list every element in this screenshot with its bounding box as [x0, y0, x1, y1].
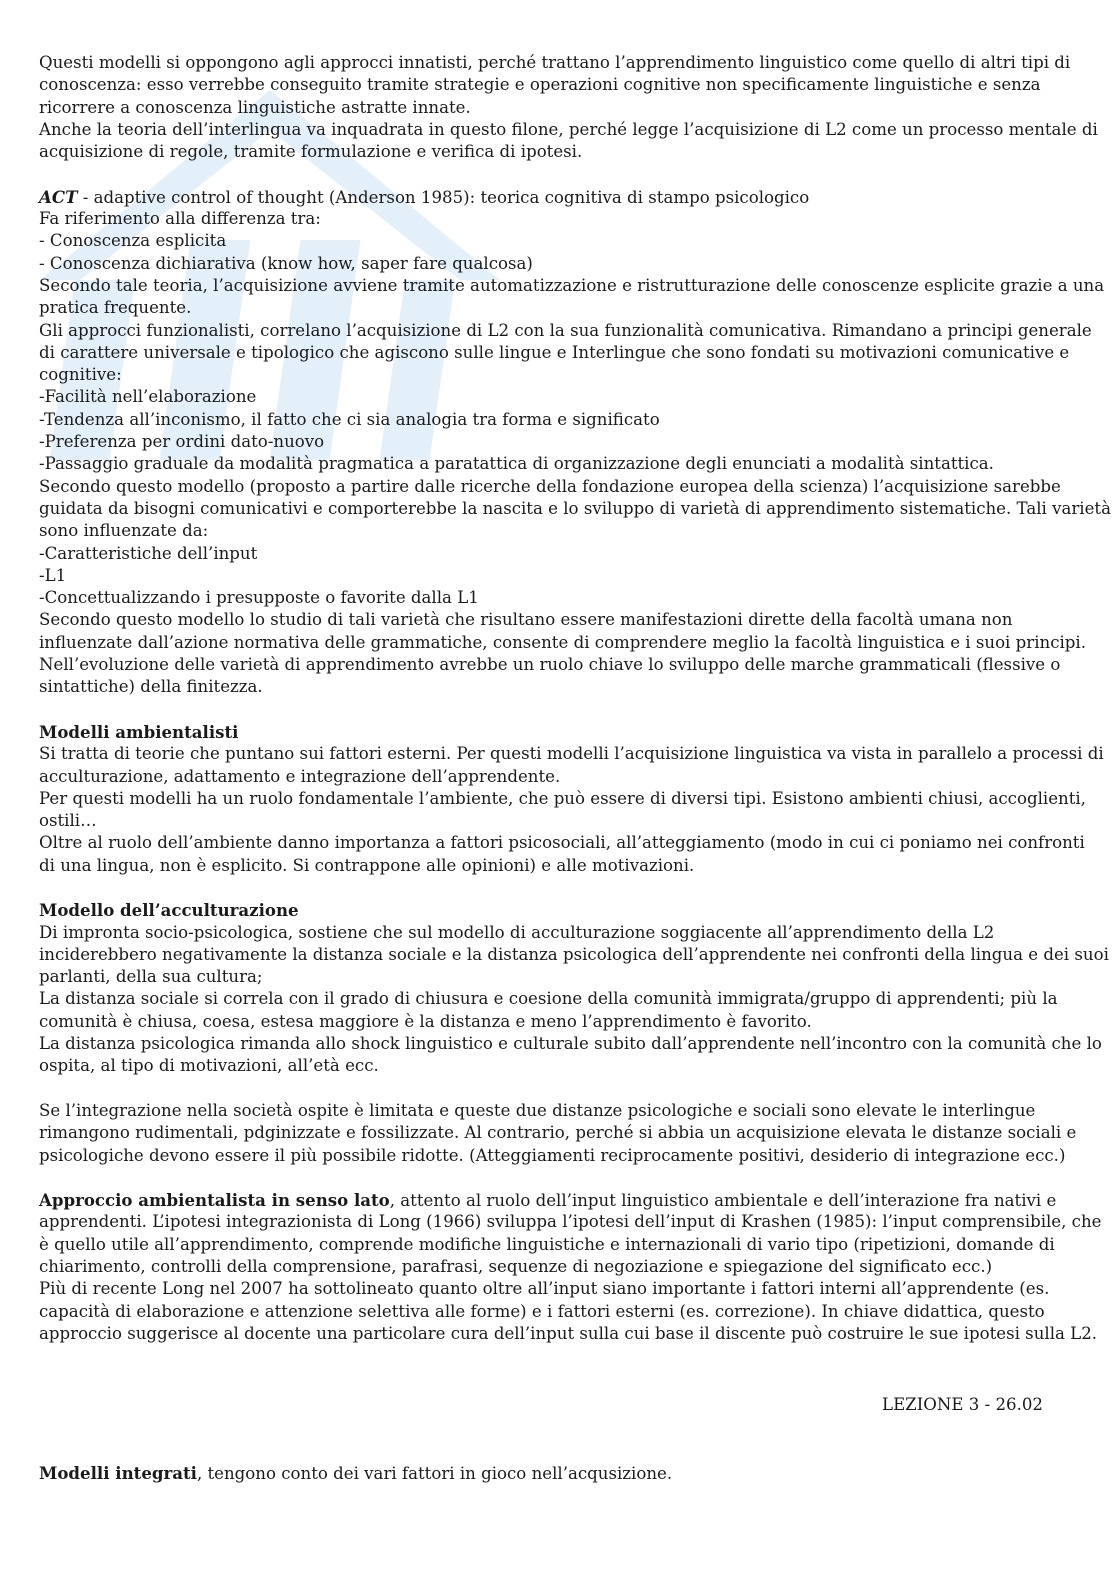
text-line: capacità di elaborazione e attenzione selettiva alle forme) e i fattori esterni (es. correzione). In chiave didattica, questo: [39, 1301, 1045, 1321]
text-line: -Tendenza all’inconismo, il fatto che ci sia analogia tra forma e significato: [39, 409, 660, 429]
approccio-heading-line: [39, 1189, 1079, 1211]
lesson-marker: LEZIONE 3 - 26.02: [882, 1395, 1043, 1414]
text-line: Oltre al ruolo dell’ambiente danno importanza a fattori psicosociali, all’atteggiamento (modo in cui ci poniamo nei confronti: [39, 833, 1085, 853]
text-line: sintattiche) della finitezza.: [39, 677, 263, 697]
text-line: La distanza sociale si correla con il grado di chiusura e coesione della comunità immigrata/gruppo di apprendenti; più la: [39, 989, 1058, 1009]
text-line: Secondo tale teoria, l’acquisizione avviene tramite automatizzazione e ristrutturazione delle conoscenze esplicite grazie a una: [39, 275, 1105, 295]
text-line: Se l’integrazione nella società ospite è limitata e queste due distanze psicologiche e sociali sono elevate le interlingue: [39, 1100, 1036, 1120]
text-line: -Caratteristiche dell’input: [39, 543, 258, 563]
text-line: guidata da bisogni comunicativi e comporterebbe la nascita e lo sviluppo di varietà di apprendimento sistematiche. Tali varietà: [39, 498, 1111, 518]
text-line: Gli approcci funzionalisti, correlano l’acquisizione di L2 con la sua funzionalità comunicativa. Rimandano a principi generale: [39, 320, 1092, 340]
text-line: Anche la teoria dell’interlingua va inquadrata in questo filone, perché legge l’acquisizione di L2 come un processo mentale di: [39, 119, 1098, 139]
paragraph-act-functionalist: [39, 208, 1111, 699]
text-line: ospita, al tipo di motivazioni, all’età ecc.: [39, 1056, 379, 1076]
text-line: Fa riferimento alla differenza tra:: [39, 209, 321, 229]
text-line: Secondo questo modello (proposto a partire dalle ricerche della fondazione europea della scienza) l’acquisizione sarebbe: [39, 476, 1061, 496]
heading-modello-acculturazione: Modello dell’acculturazione: [39, 900, 299, 921]
text-line: di una lingua, non è esplicito. Si contrappone alle opinioni) e alle motivazioni.: [39, 855, 695, 875]
text-line: chiarimento, controlli della comprensione, parafrasi, sequenze di negoziazione e spiegazione del significato ecc.): [39, 1257, 993, 1277]
paragraph-acculturazione: [39, 922, 1109, 1078]
text-line: Si tratta di teorie che puntano sui fattori esterni. Per questi modelli l’acquisizione linguistica va vista in parallelo a processi di: [39, 744, 1104, 764]
text-line: sono influenzate da:: [39, 521, 209, 541]
text-line: apprendenti. L’ipotesi integrazionista di Long (1966) sviluppa l’ipotesi dell’input di Krashen (1985): l’input comprensibile, che: [39, 1212, 1102, 1232]
paragraph-intro: [39, 52, 1098, 163]
text-line: -Passaggio graduale da modalità pragmatica a paratattica di organizzazione degli enunciati a modalità sintattica.: [39, 454, 994, 474]
paragraph-ambientalisti: [39, 743, 1104, 877]
text-line: ricorrere a conoscenza linguistiche astratte innate.: [39, 97, 471, 117]
text-line: acculturazione, adattamento e integrazione dell’apprendente.: [39, 766, 561, 786]
text-line: -L1: [39, 565, 67, 585]
text-line: Nell’evoluzione delle varietà di apprendimento avrebbe un ruolo chiave lo sviluppo delle marche grammaticali (flessive o: [39, 655, 1061, 675]
text-line: ostili…: [39, 811, 97, 831]
approccio-intro-text: , attento al ruolo dell’input linguistico ambientale e dell’interazione fra nativi e: [389, 1191, 1057, 1211]
text-line: cognitive:: [39, 365, 122, 385]
text-line: conoscenza: esso verrebbe conseguito tramite strategie e operazioni cognitive non specificamente linguistiche e senza: [39, 75, 1041, 95]
text-line: - Conoscenza esplicita: [39, 231, 227, 251]
text-line: comunità è chiusa, coesa, estesa maggiore è la distanza e meno l’apprendimento è favorito.: [39, 1011, 812, 1031]
text-line: -Preferenza per ordini dato-nuovo: [39, 432, 325, 452]
text-line: approccio suggerisce al docente una particolare cura dell’input sulla cui base il discente può costruire le sue ipotesi sulla L2.: [39, 1323, 1098, 1343]
heading-modelli-ambientalisti: Modelli ambientalisti: [39, 721, 239, 742]
text-line: Più di recente Long nel 2007 ha sottolineato quanto oltre all’input siano importante i fattori interni all’apprendente (es.: [39, 1279, 1050, 1299]
text-line: psicologiche devono essere il più possibile ridotte. (Atteggiamenti reciprocamente positivi, desiderio di integrazione ecc.): [39, 1145, 1066, 1165]
act-label: ACT: [39, 186, 78, 207]
integrati-text: , tengono conto dei vari fattori in gioco nell’acqusizione.: [196, 1464, 673, 1483]
text-line: rimangono rudimentali, pdginizzate e fossilizzate. Al contrario, perché si abbia un acquisizione elevata le distanze sociali e: [39, 1123, 1077, 1143]
paragraph-approccio: [39, 1211, 1102, 1345]
text-line: Per questi modelli ha un ruolo fondamentale l’ambiente, che può essere di diversi tipi. Esistono ambienti chiusi, accoglienti,: [39, 788, 1086, 808]
act-description: - adaptive control of thought (Anderson 1985): teorica cognitiva di stampo psicologico: [77, 187, 810, 207]
text-line: parlanti, della sua cultura;: [39, 967, 263, 987]
text-line: Questi modelli si oppongono agli approcci innatisti, perché trattano l’apprendimento linguistico come quello di altri tipi di: [39, 53, 1071, 72]
text-line: La distanza psicologica rimanda allo shock linguistico e culturale subito dall’apprendente nell’incontro con la comunità che lo: [39, 1034, 1102, 1054]
heading-modelli-integrati: Modelli integrati: [39, 1463, 197, 1483]
text-line: -Facilità nell’elaborazione: [39, 387, 257, 407]
text-line: di carattere universale e tipologico che agiscono sulle lingue e Interlingue che sono fondati su motivazioni comunicative e: [39, 342, 1070, 362]
text-line: Di impronta socio-psicologica, sostiene che sul modello di acculturazione soggiacente all’apprendimento della L2: [39, 922, 995, 942]
text-line: influenzate dall’azione normativa delle grammatiche, consente di comprendere meglio la facoltà linguistica e i suoi principi.: [39, 632, 1086, 652]
paragraph-integrazione: [39, 1100, 1079, 1167]
act-heading-line: [39, 186, 1079, 208]
text-line: è quello utile all’apprendimento, comprende modifiche linguistiche e internazionali di vario tipo (ripetizioni, domande di: [39, 1234, 1055, 1254]
text-line: -Concettualizzando i presupposte o favorite dalla L1: [39, 588, 479, 608]
text-line: - Conoscenza dichiarativa (know how, saper fare qualcosa): [39, 253, 533, 273]
integrati-line: [39, 1462, 672, 1485]
text-line: inciderebbero negativamente la distanza sociale e la distanza psicologica dell’apprendente nei confronti della lingua e dei suoi: [39, 944, 1109, 964]
text-line: pratica frequente.: [39, 298, 192, 318]
document-body: [39, 52, 1111, 1345]
text-line: Secondo questo modello lo studio di tali varietà che risultano essere manifestazioni dirette della facoltà umana non: [39, 610, 1013, 630]
text-line: acquisizione di regole, tramite formulazione e verifica di ipotesi.: [39, 142, 583, 162]
heading-approccio-ambientalista: Approccio ambientalista in senso lato: [39, 1190, 390, 1211]
